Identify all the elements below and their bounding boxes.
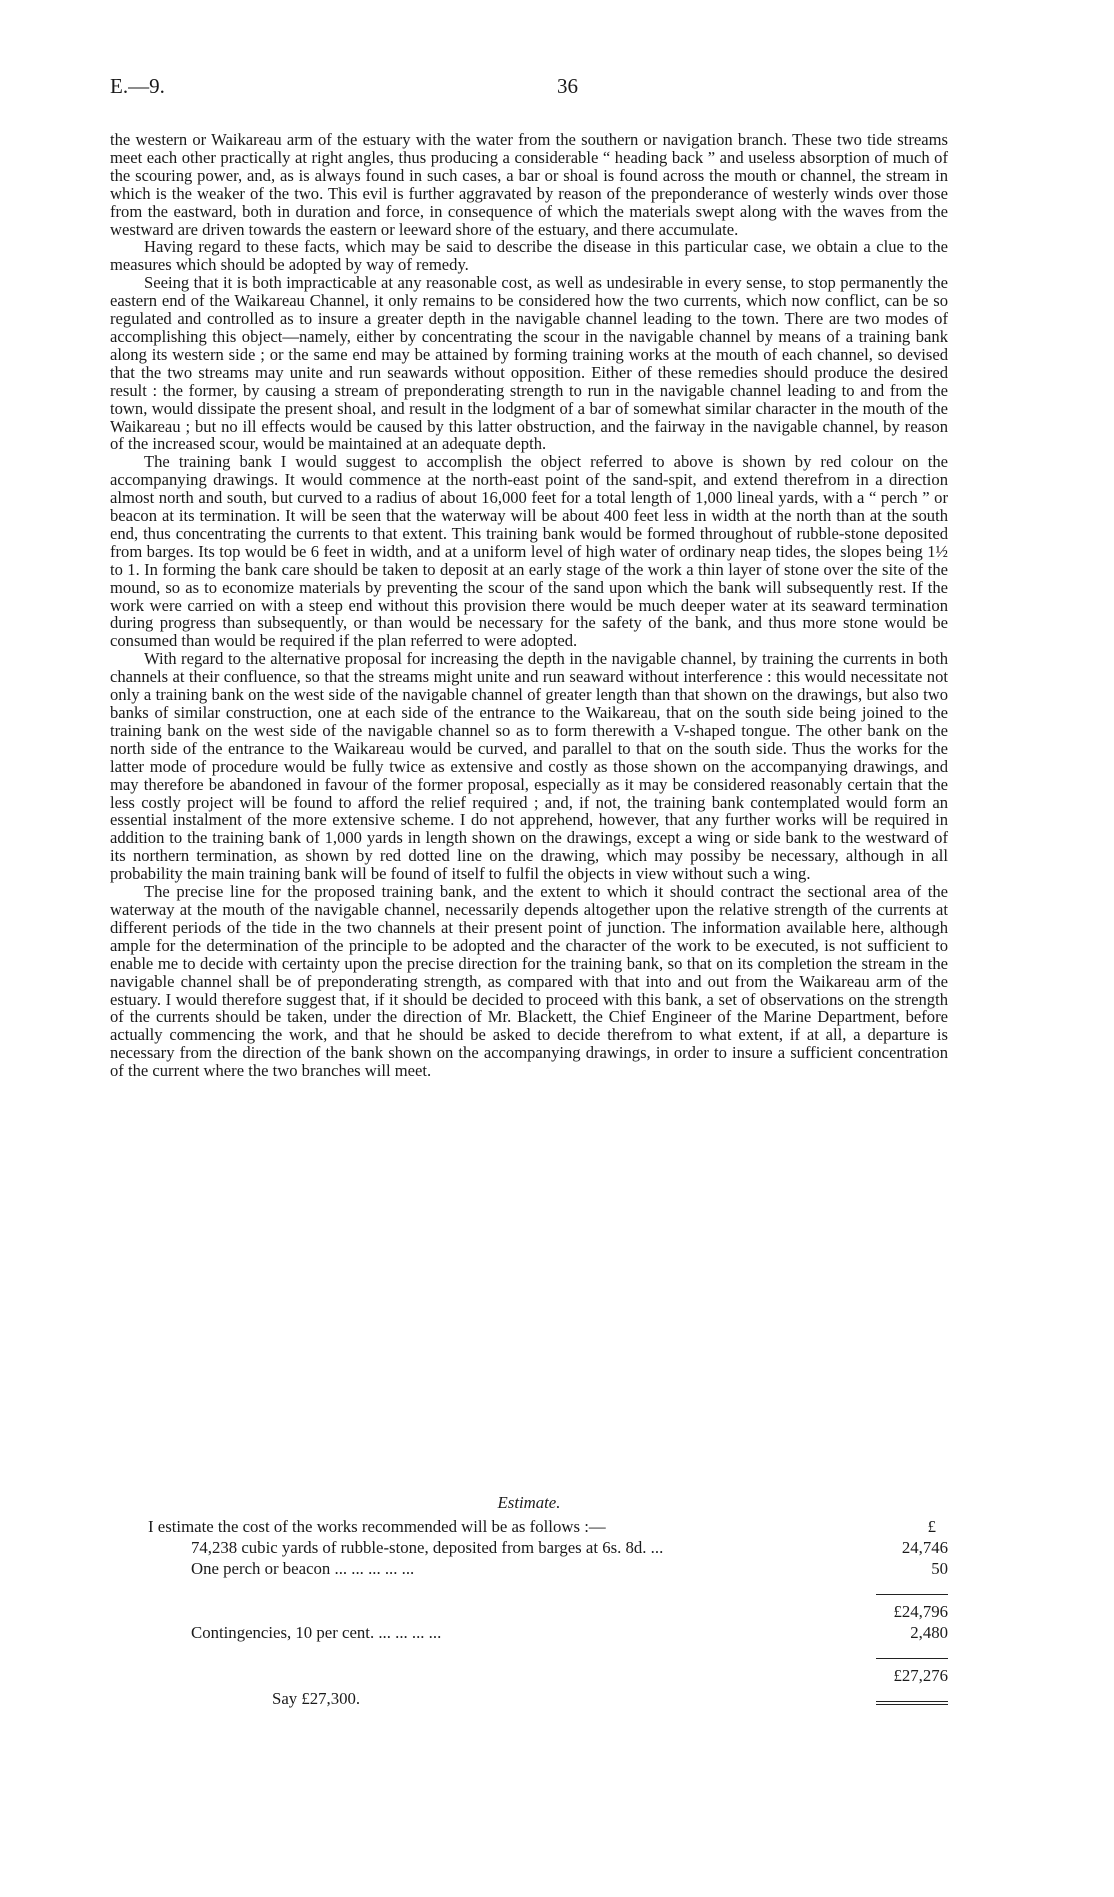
paragraph-5: With regard to the alternative proposal for increasing the depth in the navigable channel, by training the currents in both channels at their confluence, so that the streams might unite and run seaward without interference : this would necessitate not only a training bank on the west side of the navigable channel of greater length than that shown on the drawings, but also two banks of similar construction, one at each side of the entrance to the Waikareau, that on the south side being joined to the training bank on the west side of the navigable channel so as to form therewith a V-shaped tongue. The other bank on the north side of the entrance to the Waikareau would be curved, and parallel to that on the south side. Thus the works for the latter mode of procedure would be fully twice as extensive and costly as those shown on the accompanying drawings, and may therefore be abandoned in favour of the former proposal, especially as it may be considered reasonably certain that the less costly project will be found to afford the relief required ; and, if not, the training bank contemplated would form an essential instalment of the more extensive scheme. I do not apprehend, however, that any further works will be required in addition to the training bank of 1,000 yards in length shown on the drawings, except a wing or side bank to the westward of its northern termination, as shown by red dotted line on the drawing, which may possiby be necessary, although in all probability the main training bank will be found of itself to fulfil the objects in view without such a wing.	[110, 649, 948, 884]
estimate-section	[110, 1493, 948, 1711]
estimate-intro: I estimate the cost of the works recommended will be as follows :—	[148, 1517, 606, 1536]
page-header	[110, 74, 1004, 104]
total-rule	[876, 1658, 948, 1659]
contingencies-row	[110, 1623, 948, 1644]
total-row	[110, 1666, 948, 1687]
estimate-intro-row	[110, 1517, 948, 1538]
subtotal-rule-row	[110, 1580, 948, 1602]
estimate-title: Estimate.	[497, 1493, 561, 1512]
contingencies-label: Contingencies, 10 per cent. ... ... ... ...	[191, 1623, 442, 1642]
rounded-total: Say £27,300.	[272, 1689, 361, 1708]
item-beacon-label: One perch or beacon ... ... ... ... ...	[191, 1559, 415, 1578]
paragraph-6: The precise line for the proposed training bank, and the extent to which it should contract the sectional area of the waterway at the mouth of the navigable channel, necessarily depends altogether upon the relative strength of the currents at different periods of the tide in the two channels at their present point of junction. The information available here, although ample for the determination of the principle to be adopted and the character of the work to be executed, is not sufficient to enable me to decide with certainty upon the precise direction for the training bank, so that on its completion the stream in the navigable channel shall be of preponderating strength, as compared with that into and out from the Waikareau arm of the estuary. I would therefore suggest that, if it should be decided to proceed with this bank, a set of observations on the strength of the currents should be taken, under the direction of Mr. Blackett, the Chief Engineer of the Marine Department, before actually commencing the work, and that he should be asked to decide therefrom to what extent, if at all, a departure is necessary from the direction of the bank shown on the accompanying drawings, in order to insure a sufficient concentration of the current where the two branches will meet.	[110, 882, 948, 1081]
say-row	[110, 1687, 948, 1711]
page-number: 36	[557, 74, 578, 98]
subtotal-row	[110, 1602, 948, 1623]
estimate-item-row	[110, 1559, 948, 1580]
total-amount: £27,276	[893, 1666, 948, 1685]
item-rubble-stone-label: 74,238 cubic yards of rubble-stone, deposited from barges at 6s. 8d. ...	[191, 1538, 664, 1557]
body-text	[110, 131, 948, 1080]
paragraph-4: The training bank I would suggest to accomplish the object referred to above is shown by red colour on the accompanying drawings. It would commence at the north-east point of the sand-spit, and extend therefrom in a direction almost north and south, but curved to a radius of about 16,000 feet for a total length of 1,000 lineal yards, with a “ perch ” or beacon at its termination. It will be seen that the waterway will be about 400 feet less in width at the north than at the south end, thus concentrating the currents to that extent. This training bank would be formed throughout of rubble-stone deposited from barges. Its top would be 6 feet in width, and at a uniform level of high water of ordinary neap tides, the slopes being 1½ to 1. In forming the bank care should be taken to deposit at an early stage of the work a thin layer of stone over the site of the mound, so as to economize materials by preventing the scour of the sand upon which the bank will subsequently rest. If the work were carried on with a steep end without this provision there would be much deeper water at its seaward termination during progress than subsequently, or than would be necessary for the safety of the bank, and thus more stone would be consumed than would be required if the plan referred to were adopted.	[110, 452, 948, 651]
double-rule-bottom	[876, 1704, 948, 1705]
subtotal-rule	[876, 1594, 948, 1595]
estimate-item-row	[110, 1538, 948, 1559]
item-rubble-stone-amount: 24,746	[901, 1538, 948, 1557]
total-rule-row	[110, 1644, 948, 1666]
item-beacon-amount: 50	[931, 1559, 948, 1578]
double-rule-top	[876, 1701, 948, 1702]
currency-header: £	[927, 1517, 936, 1536]
paragraph-1: the western or Waikareau arm of the estuary with the water from the southern or navigation branch. These two tide streams meet each other practically at right angles, thus producing a considerable “ heading back ” and useless absorption of much of the scouring power, and, as is always found in such cases, a bar or shoal is found across the mouth or channel, the stream in which is the weaker of the two. This evil is further aggravated by reason of the preponderance of westerly winds over those from the eastward, both in duration and force, in consequence of which the materials swept along with the waves from the westward are driven towards the eastern or leeward shore of the estuary, and there accumulate.	[110, 130, 948, 239]
subtotal-amount: £24,796	[893, 1602, 948, 1621]
document-reference: E.—9.	[110, 74, 165, 98]
paragraph-2: Having regard to these facts, which may be said to describe the disease in this particular case, we obtain a clue to the measures which should be adopted by way of remedy.	[110, 237, 948, 275]
contingencies-amount: 2,480	[910, 1623, 948, 1642]
paragraph-3: Seeing that it is both impracticable at any reasonable cost, as well as undesirable in every sense, to stop permanently the eastern end of the Waikareau Channel, it only remains to be considered how the two currents, which now conflict, can be so regulated and controlled as to insure a greater depth in the navigable channel leading to the town. There are two modes of accomplishing this object—namely, either by concentrating the scour in the navigable channel by means of a training bank along its western side ; or the same end may be attained by forming training works at the mouth of each channel, so devised that the two streams may unite and run seawards without opposition. Either of these remedies should produce the desired result : the former, by causing a stream of preponderating strength to run in the navigable channel leading to and from the town, would dissipate the present shoal, and result in the lodgment of a bar of somewhat similar character in the mouth of the Waikareau ; but no ill effects would be caused by this latter obstruction, and the fairway in the navigable channel, by reason of the increased scour, would be maintained at an adequate depth.	[110, 273, 948, 454]
